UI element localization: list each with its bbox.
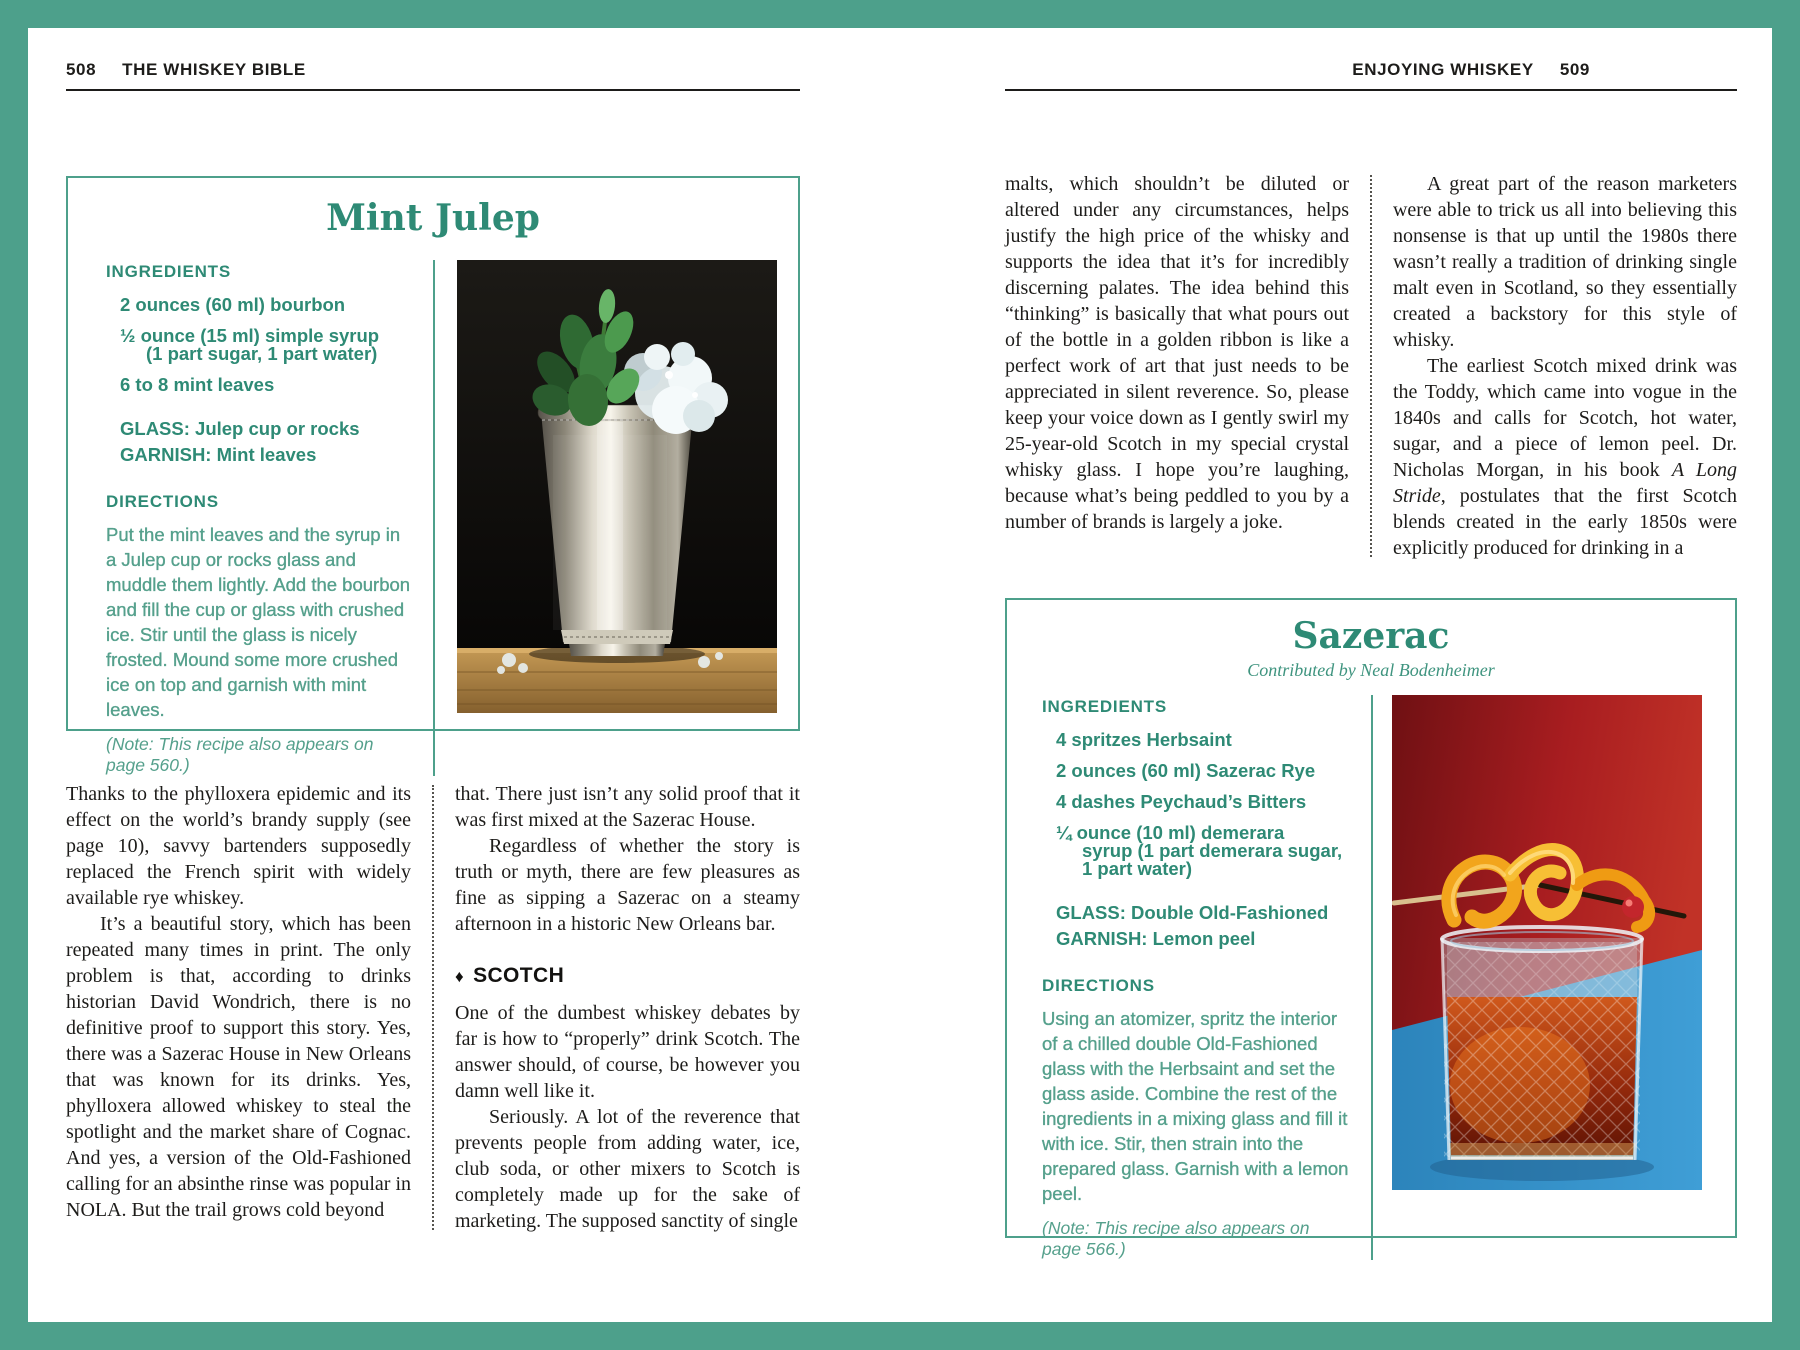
mint-julep-photo-column xyxy=(433,260,798,776)
garnish-label: GARNISH: xyxy=(1056,928,1148,949)
garnish-spec xyxy=(1056,928,1353,950)
recipe-note: (Note: This recipe also appears on page 566.) xyxy=(1042,1218,1310,1259)
mint-julep-photo xyxy=(457,260,777,713)
cherry-garnish xyxy=(1622,896,1644,918)
mint-julep-text-column xyxy=(68,260,433,776)
ingredients-heading: INGREDIENTS xyxy=(1042,697,1167,716)
paragraph: One of the dumbest whiskey debates by far is how to “properly” drink Scotch. The answer should, of course, be however you damn well like it. xyxy=(455,1002,800,1102)
book-spread xyxy=(28,28,1772,1322)
ingredient-item-continuation: syrup (1 part demerara sugar, xyxy=(1082,840,1343,861)
column-divider xyxy=(1349,171,1393,561)
paragraph-segment: , postulates that the first Scotch blends created in the early 1850s were explicitly produced for drinking in a xyxy=(1392,485,1737,559)
paragraph: that. There just isn’t any solid proof that it was first mixed at the Sazerac House. xyxy=(455,783,800,831)
garnish-spec xyxy=(120,444,415,466)
scotch-heading-label: SCOTCH xyxy=(473,964,565,987)
glass-label: GLASS: xyxy=(120,418,190,439)
body-column-1 xyxy=(66,781,411,1234)
folio-right: 509 xyxy=(1559,60,1590,79)
glass-value: Julep cup or rocks xyxy=(195,418,360,439)
book-title-italic: A Long Stride xyxy=(1392,459,1737,507)
running-head-left xyxy=(66,60,800,91)
running-title-left: THE WHISKEY BIBLE xyxy=(122,60,306,79)
recipe-title-sazerac: Sazerac xyxy=(1292,615,1450,657)
sazerac-text-column xyxy=(1007,695,1371,1260)
directions-heading: DIRECTIONS xyxy=(106,492,219,511)
sazerac-recipe-box xyxy=(1005,598,1737,1259)
mint-julep-recipe-box xyxy=(66,176,800,775)
body-column-2 xyxy=(1393,171,1737,561)
rocks-glass xyxy=(1442,927,1642,1160)
paragraph xyxy=(1393,353,1737,561)
running-head-right xyxy=(1005,60,1737,91)
ingredient-item: 6 to 8 mint leaves xyxy=(120,374,275,395)
page-right xyxy=(900,28,1772,1322)
glass-spec xyxy=(1056,902,1353,924)
ingredient-item: 4 spritzes Herbsaint xyxy=(1056,729,1232,750)
recipe-title-mint-julep: Mint Julep xyxy=(326,197,540,239)
directions-text: Using an atomizer, spritz the interior of a chilled double Old-Fashioned glass with the Herbsaint and set the glass aside. Combine the rest of the ingredients in a mixing glass and fill it with ice. Stir, then strain into the prepared glass. Garnish with a lemon peel. xyxy=(1042,1008,1349,1204)
garnish-value: Lemon peel xyxy=(1152,928,1256,949)
directions-heading: DIRECTIONS xyxy=(1042,976,1155,995)
dotted-rule xyxy=(432,785,434,1230)
body-text-right-page xyxy=(1005,171,1737,561)
running-title-right: ENJOYING WHISKEY xyxy=(1352,60,1534,79)
recipe-note: (Note: This recipe also appears on page 560.) xyxy=(106,734,374,775)
body-column-2 xyxy=(455,781,800,1234)
directions-text: Put the mint leaves and the syrup in a Julep cup or rocks glass and muddle them lightly. Add the bourbon and fill the cup or glass with crushed ice. Stir until the glass is nicely frosted. Mound some more crushed ice on top and garnish with mint leaves. xyxy=(106,524,411,720)
sazerac-columns xyxy=(1007,695,1735,1260)
ingredient-item-continuation: 1 part water) xyxy=(1082,858,1193,879)
ingredient-item: 2 ounces (60 ml) Sazerac Rye xyxy=(1056,760,1316,781)
paragraph: Regardless of whether the story is truth or myth, there are few pleasures as fine as sipping a Sazerac on a steamy afternoon in a historic New Orleans bar. xyxy=(455,835,800,935)
ingredient-item: 4 dashes Peychaud’s Bitters xyxy=(1056,791,1307,812)
paragraph: Thanks to the phylloxera epidemic and its effect on the world’s brandy supply (see page 10), savvy bartenders supposedly replaced the French spirit with widely available rye whiskey. xyxy=(66,783,411,909)
paragraph: malts, which shouldn’t be diluted or altered under any circumstances, helps justify the high price of the whisky and supports the idea that it’s for incredibly discerning palates. The idea behind this “thinking” is basically that what pours out of the bottle in a golden ribbon is like a perfect work of art that just needs to be appreciated in silent reverence. So, please keep your voice down as I gently swirl my 25-year-old Scotch in my special crystal whisky glass. I hope you’re laughing, because what’s being peddled to you by a number of brands is largely a joke. xyxy=(1005,173,1350,533)
contributed-by-line: Contributed by Neal Bodenheimer xyxy=(1247,660,1495,680)
ingredient-item: ¼ ounce (10 ml) demerara xyxy=(1056,822,1285,843)
ingredient-item: ½ ounce (15 ml) simple syrup xyxy=(120,325,380,346)
folio-left: 508 xyxy=(66,60,97,79)
body-column-1 xyxy=(1005,171,1349,561)
diamond-bullet-icon: ♦ xyxy=(455,967,465,986)
ingredient-item: 2 ounces (60 ml) bourbon xyxy=(120,294,346,315)
julep-cup xyxy=(538,405,696,656)
garnish-value: Mint leaves xyxy=(216,444,317,465)
dotted-rule xyxy=(1370,175,1372,557)
paragraph: A great part of the reason marketers were able to trick us all into believing this nonsense is that up until the 1980s there wasn’t really a tradition of drinking single malt even in Scotland, so they essentially created a backstory for this style of whisky. xyxy=(1392,173,1737,351)
scotch-section-heading xyxy=(455,963,800,990)
ingredients-heading: INGREDIENTS xyxy=(106,262,231,281)
garnish-label: GARNISH: xyxy=(120,444,212,465)
column-divider xyxy=(411,781,455,1234)
page-left xyxy=(28,28,900,1322)
mint-julep-columns xyxy=(68,260,798,776)
paragraph: It’s a beautiful story, which has been repeated many times in print. The only problem is that, according to drinks historian David Wondrich, there is no definitive proof to support this story. Yes, there was a Sazerac House in New Orleans that was known for its drinks. Yes, phylloxera allowed whiskey to steal the spotlight and the market share of Cognac. And yes, a version of the Old-Fashioned calling for an absinthe rinse was popular in NOLA. But the trail grows cold beyond xyxy=(66,913,411,1221)
ingredient-item-continuation: (1 part sugar, 1 part water) xyxy=(146,343,378,364)
glass-spec xyxy=(120,418,415,440)
glass-label: GLASS: xyxy=(1056,902,1126,923)
body-text-left-page xyxy=(66,781,800,1234)
sazerac-photo-column xyxy=(1371,695,1735,1260)
glass-value: Double Old-Fashioned xyxy=(1131,902,1329,923)
paragraph: Seriously. A lot of the reverence that prevents people from adding water, ice, club soda, or other mixers to Scotch is completely made up for the sake of marketing. The supposed sanctity of single xyxy=(455,1106,800,1232)
paragraph-segment: The earliest Scotch mixed drink was the Toddy, which came into vogue in the 1840s and calls for Scotch, hot water, sugar, and a piece of lemon peel. Dr. Nicholas Morgan, in his book xyxy=(1392,355,1737,481)
sazerac-photo xyxy=(1392,695,1702,1190)
